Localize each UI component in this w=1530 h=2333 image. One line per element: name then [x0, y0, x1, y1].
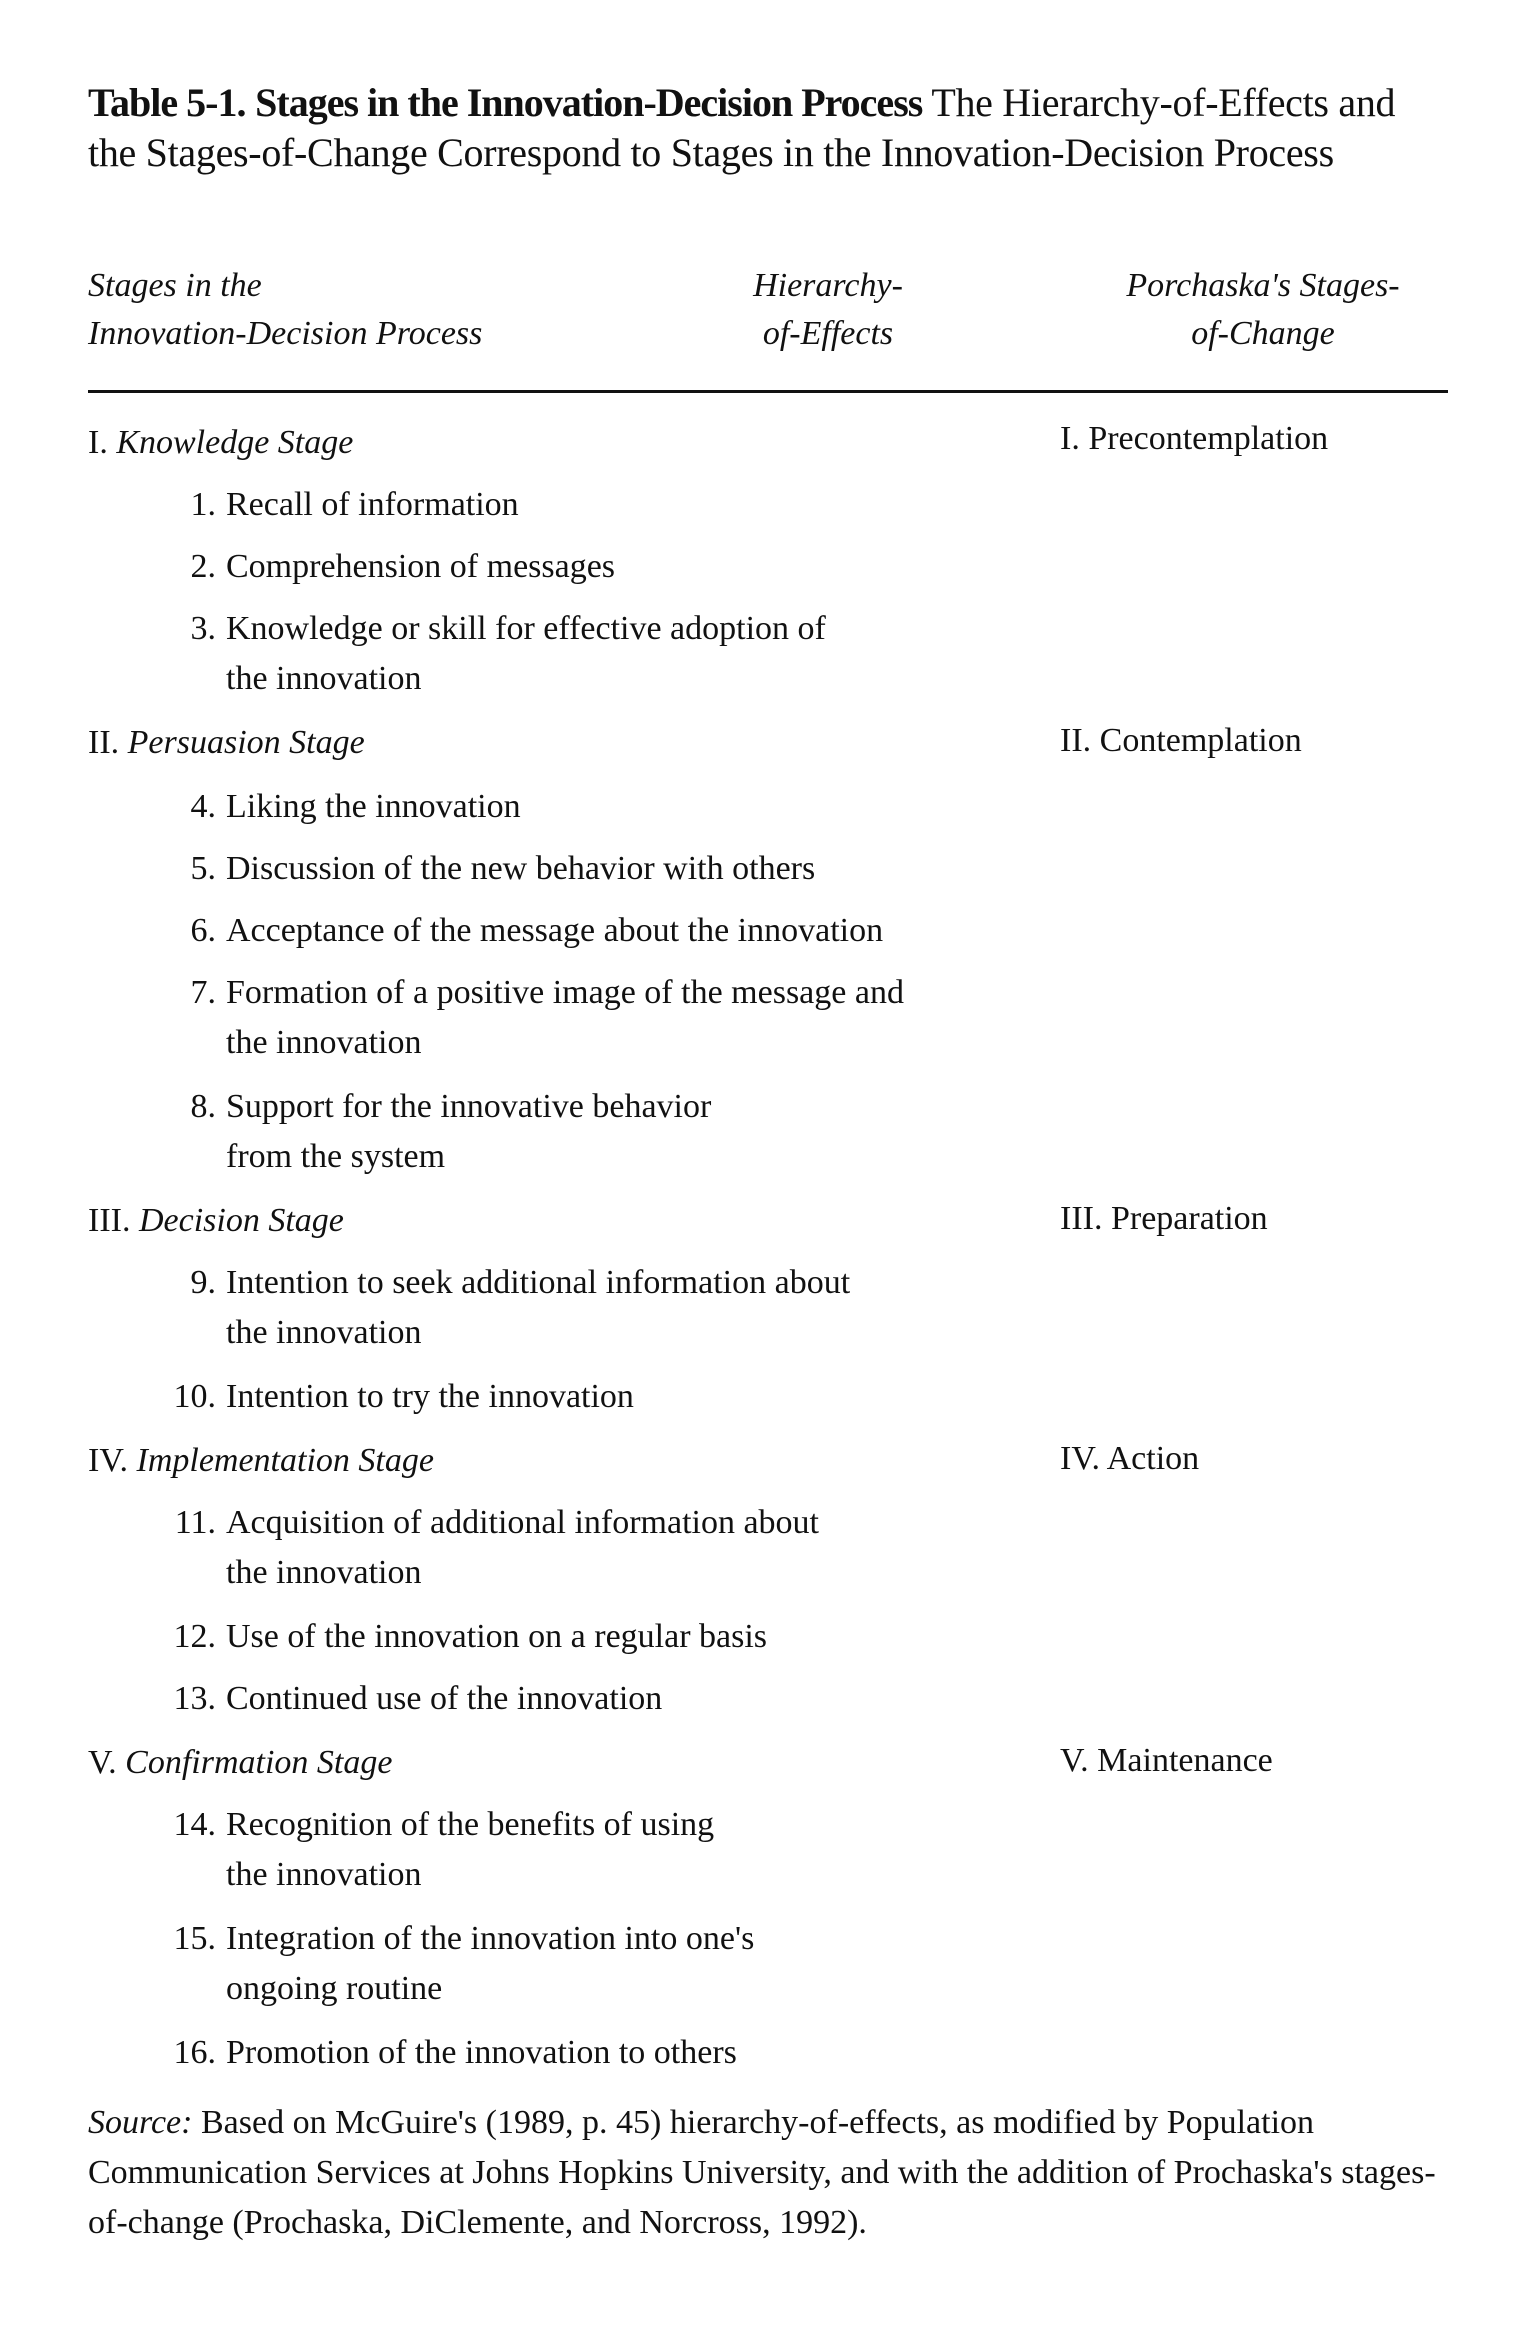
item-text: Acquisition of additional information about: [226, 1504, 820, 1541]
item-number: 15.: [173, 1920, 216, 1957]
column-header-change: [1078, 262, 1448, 358]
stage-name: Confirmation Stage: [125, 1744, 393, 1781]
stage-name: Persuasion Stage: [127, 724, 365, 761]
column-header-line: of-Effects: [762, 315, 894, 352]
column-header-line: Stages in the: [88, 267, 262, 304]
stage-of-change: I. Precontemplation: [1060, 420, 1329, 457]
stage-number: II.: [88, 724, 120, 761]
item-number: 14.: [173, 1806, 216, 1843]
source-label: Source:: [88, 2104, 193, 2141]
item-number: 8.: [190, 1088, 216, 1125]
item-number: 3.: [190, 610, 216, 647]
item-text: Recognition of the benefits of using: [226, 1806, 715, 1843]
stage-of-change: V. Maintenance: [1060, 1742, 1273, 1779]
list-item: [160, 1498, 819, 1598]
item-text: Comprehension of messages: [226, 548, 616, 585]
item-number: 9.: [190, 1264, 216, 1301]
table-bold-title: Stages in the Innovation-Decision Process: [255, 80, 923, 125]
column-header-line: Hierarchy-: [753, 267, 903, 304]
item-text: Acceptance of the message about the innovation: [226, 912, 884, 949]
list-item: [160, 1258, 850, 1358]
stage-name: Implementation Stage: [136, 1442, 434, 1479]
item-text: Discussion of the new behavior with others: [226, 850, 816, 887]
item-number: 5.: [190, 850, 216, 887]
item-text-continued: the innovation: [226, 1024, 422, 1061]
stage-number: IV.: [88, 1442, 128, 1479]
item-text: Use of the innovation on a regular basis: [226, 1618, 768, 1655]
column-header-stages: [88, 262, 688, 358]
list-item: [160, 1612, 767, 1662]
item-text-continued: the innovation: [226, 1554, 422, 1591]
stage-row: [88, 1436, 434, 1486]
list-item: [160, 844, 815, 894]
column-header-line: Innovation-Decision Process: [88, 315, 483, 352]
item-text-continued: the innovation: [226, 1856, 422, 1893]
item-text: Formation of a positive image of the message and: [226, 974, 904, 1011]
item-number: 16.: [173, 2034, 216, 2071]
list-item: [160, 480, 519, 530]
item-text: Promotion of the innovation to others: [226, 2034, 737, 2071]
column-header-line: Porchaska's Stages-: [1126, 267, 1400, 304]
list-item: [160, 542, 615, 592]
source-note: [88, 2098, 1448, 2248]
column-header-hierarchy: [698, 262, 958, 358]
list-item: [160, 968, 904, 1068]
source-text: Based on McGuire's (1989, p. 45) hierarchy-of-effects, as modified by Population Communication Services at Johns Hopkins University, and with the addition of Prochaska's stages-of-change (Prochaska, DiClemente, and Norcross, 1992).: [88, 2104, 1436, 2241]
item-text: Integration of the innovation into one's: [226, 1920, 755, 1957]
stage-row: [88, 1738, 392, 1788]
list-item: [160, 1372, 634, 1422]
list-item: [160, 906, 883, 956]
list-item: [160, 1914, 754, 2014]
stage-row: [88, 718, 365, 768]
item-number: 11.: [174, 1504, 216, 1541]
header-rule: [88, 390, 1448, 393]
list-item: [160, 1674, 662, 1724]
list-item: [160, 782, 521, 832]
stage-of-change: II. Contemplation: [1060, 722, 1302, 759]
column-header-line: of-Change: [1191, 315, 1335, 352]
item-text: Knowledge or skill for effective adoption of: [226, 610, 826, 647]
table-title: [88, 78, 1448, 178]
stage-row: [88, 418, 353, 468]
item-number: 4.: [190, 788, 216, 825]
item-number: 6.: [190, 912, 216, 949]
stage-of-change: III. Preparation: [1060, 1200, 1268, 1237]
table-label: Table 5-1.: [88, 80, 246, 125]
table-subtitle: The Hierarchy-of-Effects and the Stages-of-Change Correspond to Stages in the Innovation-Decision Process: [88, 80, 1396, 175]
list-item: [160, 1800, 714, 1900]
stage-number: I.: [88, 424, 108, 461]
stage-number: III.: [88, 1202, 131, 1239]
list-item: [160, 604, 826, 704]
stage-name: Knowledge Stage: [116, 424, 354, 461]
item-number: 2.: [190, 548, 216, 585]
item-text: Recall of information: [226, 486, 519, 523]
stage-number: V.: [88, 1744, 117, 1781]
list-item: [160, 1082, 711, 1182]
item-text: Intention to seek additional information about: [226, 1264, 851, 1301]
item-text-continued: the innovation: [226, 660, 422, 697]
item-text: Liking the innovation: [226, 788, 521, 825]
item-text-continued: the innovation: [226, 1314, 422, 1351]
item-number: 7.: [190, 974, 216, 1011]
stage-of-change: IV. Action: [1060, 1440, 1200, 1477]
item-number: 12.: [173, 1618, 216, 1655]
item-number: 10.: [173, 1378, 216, 1415]
item-number: 1.: [190, 486, 216, 523]
item-text: Support for the innovative behavior: [226, 1088, 712, 1125]
stage-row: [88, 1196, 344, 1246]
item-text-continued: from the system: [226, 1138, 446, 1175]
item-text-continued: ongoing routine: [226, 1970, 443, 2007]
item-text: Intention to try the innovation: [226, 1378, 634, 1415]
stage-name: Decision Stage: [138, 1202, 344, 1239]
item-number: 13.: [173, 1680, 216, 1717]
item-text: Continued use of the innovation: [226, 1680, 663, 1717]
list-item: [160, 2028, 737, 2078]
